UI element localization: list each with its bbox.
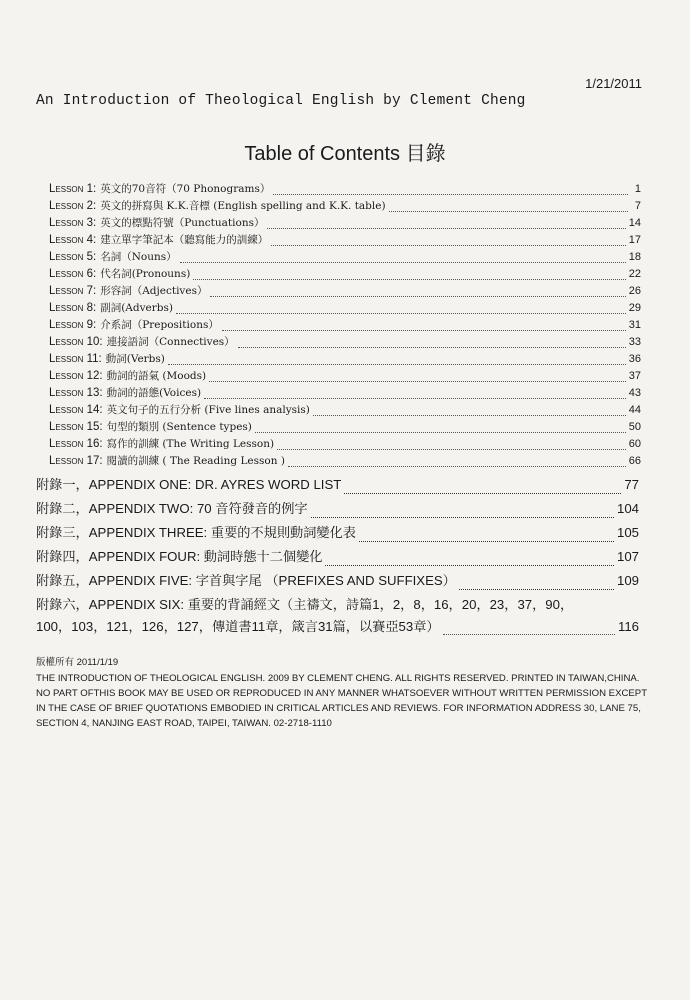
appendix-title: 附錄五，APPENDIX FIVE: 字首與字尾 （PREFIXES AND SUFFIXES） [36, 573, 456, 588]
dot-leader [359, 533, 614, 542]
dot-leader [210, 288, 625, 297]
toc-lesson-entry [49, 368, 641, 385]
dot-leader [180, 254, 626, 263]
dot-leader [325, 557, 614, 566]
lesson-title: 名詞（Nouns） [100, 251, 177, 263]
dot-leader [288, 458, 626, 467]
lesson-title: 介系詞（Prepositions） [100, 319, 219, 331]
lesson-number: Lesson 9: [49, 319, 97, 331]
appendix-page-number: 109 [616, 573, 639, 588]
book-title: An Introduction of Theological English by Clement Cheng [36, 93, 526, 109]
lesson-title: 動詞(Verbs) [105, 353, 165, 365]
toc-lesson-entry [49, 283, 641, 300]
lesson-title: 寫作的訓練 (The Writing Lesson) [106, 438, 275, 450]
lesson-number: Lesson 7: [49, 285, 97, 297]
lesson-title: 副詞(Adverbs) [100, 302, 173, 314]
lesson-page-number: 14 [628, 217, 641, 229]
lesson-page-number: 36 [628, 353, 641, 365]
appendix-six-entry [36, 594, 639, 638]
toc-lesson-entry [49, 198, 641, 215]
toc-lesson-entry [49, 402, 641, 419]
dot-leader [204, 390, 626, 399]
appendix-page-number: 77 [624, 477, 639, 492]
lesson-page-number: 50 [628, 421, 641, 433]
lesson-title: 動詞的語態(Voices) [106, 387, 202, 399]
toc-lesson-entry [49, 385, 641, 402]
toc-appendix-entry [36, 570, 639, 594]
lesson-number: Lesson 15: [49, 421, 103, 433]
lesson-page-number: 7 [634, 200, 641, 212]
lesson-number: Lesson 4: [49, 234, 97, 246]
dot-leader [176, 305, 626, 314]
lesson-page-number: 43 [628, 387, 641, 399]
appendix-title: 附錄一，APPENDIX ONE: DR. AYRES WORD LIST [36, 477, 342, 492]
dot-leader [313, 407, 626, 416]
copyright-label: 版權所有 2011/1/19 [36, 657, 119, 668]
dot-leader [238, 339, 626, 348]
dot-leader [222, 322, 626, 331]
lesson-number: Lesson 10: [49, 336, 103, 348]
toc-lesson-entry [49, 453, 641, 470]
lesson-title: 代名詞(Pronouns) [100, 268, 191, 280]
toc-lesson-entry [49, 181, 641, 198]
lesson-page-number: 37 [628, 370, 641, 382]
dot-leader [193, 271, 625, 280]
appendix-list [36, 474, 639, 638]
lesson-page-number: 60 [628, 438, 641, 450]
lesson-title: 建立單字筆記本（聽寫能力的訓練） [100, 234, 269, 246]
lesson-list [49, 181, 641, 470]
toc-appendix-entry [36, 546, 639, 570]
toc-lesson-entry [49, 300, 641, 317]
lesson-number: Lesson 8: [49, 302, 97, 314]
lesson-page-number: 1 [634, 183, 641, 195]
dot-leader [443, 626, 615, 635]
lesson-title: 英文的標點符號（Punctuations） [100, 217, 265, 229]
lesson-number: Lesson 2: [49, 200, 97, 212]
appendix-title: 附錄三，APPENDIX THREE: 重要的不規則動詞變化表 [36, 525, 356, 540]
lesson-page-number: 66 [628, 455, 641, 467]
appendix-title: 附錄四，APPENDIX FOUR: 動詞時態十二個變化 [36, 549, 323, 564]
dot-leader [267, 220, 625, 229]
toc-heading: Table of Contents 目錄 [244, 143, 446, 165]
dot-leader [209, 373, 626, 382]
lesson-title: 英文的70音符（70 Phonograms） [100, 183, 271, 195]
lesson-page-number: 18 [628, 251, 641, 263]
dot-leader [311, 509, 614, 518]
page-date: 1/21/2011 [585, 76, 642, 91]
toc-lesson-entry [49, 436, 641, 453]
lesson-number: Lesson 6: [49, 268, 97, 280]
appendix-page-number: 107 [616, 549, 639, 564]
lesson-number: Lesson 13: [49, 387, 103, 399]
lesson-title: 動詞的語氣 (Moods) [106, 370, 207, 382]
toc-appendix-entry [36, 498, 639, 522]
appendix-title: 附錄二，APPENDIX TWO: 70 音符發音的例字 [36, 501, 308, 516]
toc-lesson-entry [49, 232, 641, 249]
toc-lesson-entry [49, 249, 641, 266]
lesson-number: Lesson 16: [49, 438, 103, 450]
appendix-six-line1: 附錄六，APPENDIX SIX: 重要的背誦經文（主禱文，詩篇1，2，8，16，20，23，37，90， [36, 597, 574, 612]
lesson-number: Lesson 17: [49, 455, 103, 467]
lesson-number: Lesson 3: [49, 217, 97, 229]
toc-lesson-entry [49, 351, 641, 368]
toc-lesson-entry [49, 266, 641, 283]
dot-leader [168, 356, 626, 365]
appendix-six-line2: 100，103，121，126，127，傳道書11章，箴言31篇，以賽亞53章） [36, 619, 440, 634]
lesson-page-number: 26 [628, 285, 641, 297]
copyright-notice: THE INTRODUCTION OF THEOLOGICAL ENGLISH. 2009 BY CLEMENT CHENG. ALL RIGHTS RESERVED. PRINTED IN TAIWAN,CHINA. NO PART OFTHIS BOOK MAY BE USED OR REPRODUCED IN ANY MANNER WHATSOEVER WITHOUT WRITTEN PERMISSION EXCEPT IN THE CASE OF BRIEF QUOTATIONS EMBODIED IN CRITICAL ARTICLES AND REVIEWS. FOR INFORMATION ADDRESS 30, LANE 75, SECTION 4, NANJING EAST ROAD, TAIPEI, TAIWAN. 02-2718-1110 [36, 673, 647, 729]
dot-leader [277, 441, 626, 450]
lesson-number: Lesson 5: [49, 251, 97, 263]
lesson-title: 英文的拼寫與 K.K.音標 (English spelling and K.K. table) [100, 200, 386, 212]
toc-lesson-entry [49, 419, 641, 436]
dot-leader [273, 186, 628, 195]
appendix-six-page: 116 [617, 619, 639, 634]
lesson-number: Lesson 1: [49, 183, 97, 195]
lesson-title: 連接語詞（Connectives） [106, 336, 235, 348]
toc-lesson-entry [49, 215, 641, 232]
lesson-number: Lesson 14: [49, 404, 103, 416]
lesson-title: 英文句子的五行分析 (Five lines analysis) [106, 404, 310, 416]
toc-appendix-entry [36, 474, 639, 498]
lesson-title: 形容詞（Adjectives） [100, 285, 208, 297]
lesson-number: Lesson 12: [49, 370, 103, 382]
lesson-page-number: 31 [628, 319, 641, 331]
appendix-page-number: 104 [616, 501, 639, 516]
toc-lesson-entry [49, 334, 641, 351]
lesson-title: 句型的類別 (Sentence types) [106, 421, 252, 433]
lesson-title: 閱讀的訓練 ( The Reading Lesson ) [106, 455, 285, 467]
toc-lesson-entry [49, 317, 641, 334]
lesson-page-number: 17 [628, 234, 641, 246]
lesson-number: Lesson 11: [49, 353, 102, 365]
dot-leader [271, 237, 626, 246]
dot-leader [459, 581, 614, 590]
dot-leader [255, 424, 626, 433]
appendix-page-number: 105 [616, 525, 639, 540]
toc-appendix-entry [36, 522, 639, 546]
dot-leader [344, 485, 621, 494]
lesson-page-number: 29 [628, 302, 641, 314]
lesson-page-number: 22 [628, 268, 641, 280]
lesson-page-number: 44 [628, 404, 641, 416]
lesson-page-number: 33 [628, 336, 641, 348]
dot-leader [389, 203, 628, 212]
